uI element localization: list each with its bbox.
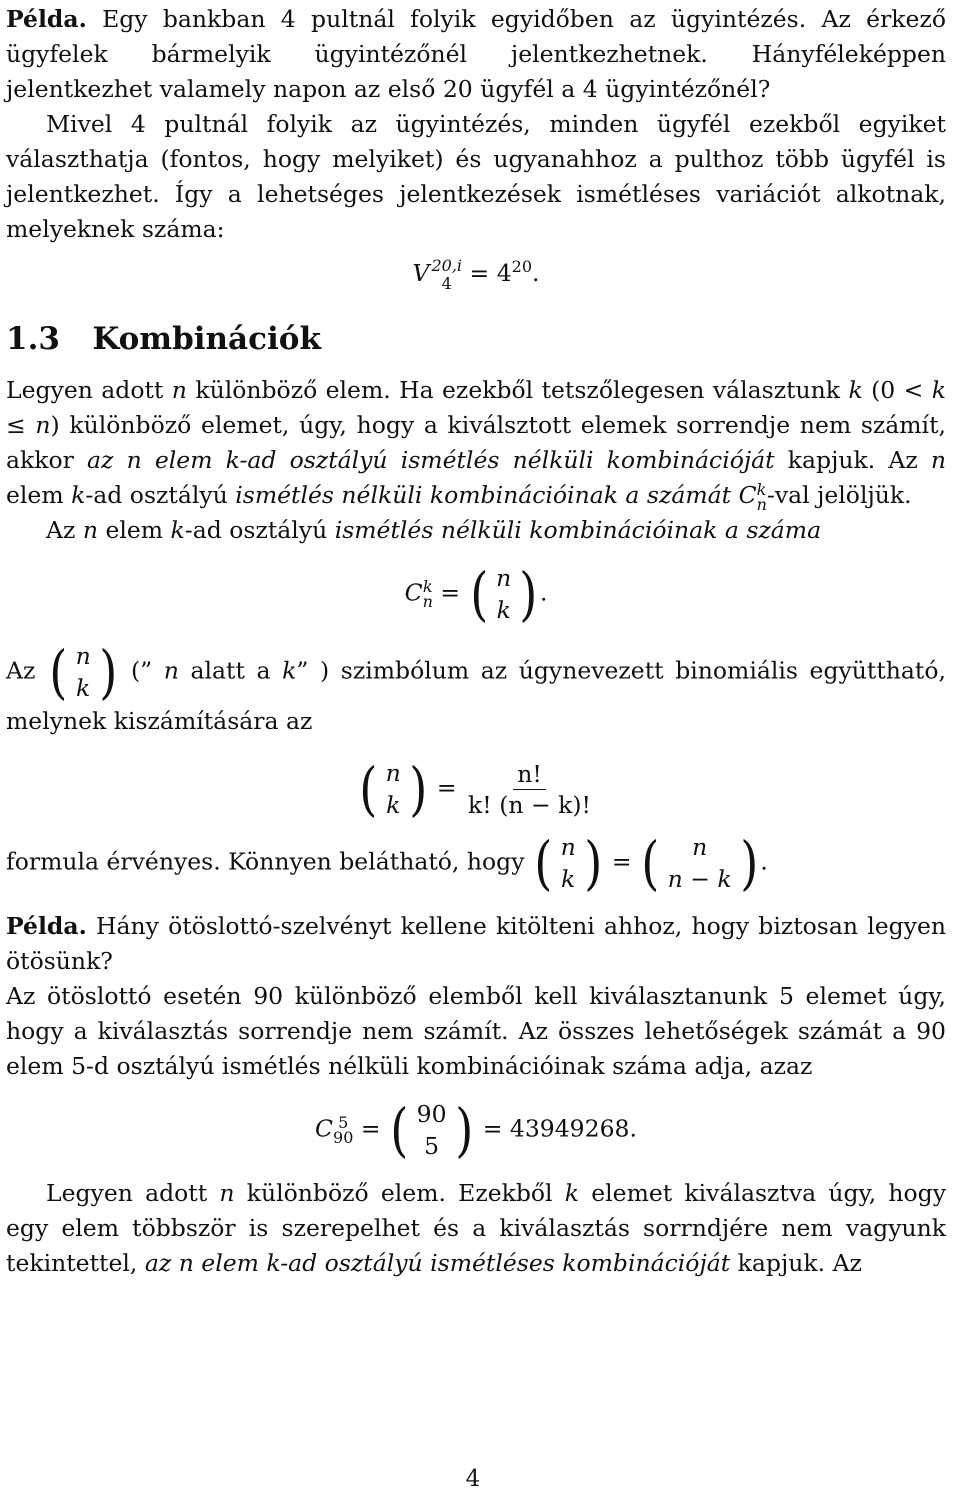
combination-count-statement: Az n elem k-ad osztályú ismétlés nélküli kombinációinak a száma [46,516,822,544]
factorial-fraction: $\frac{n!}{k! (n - k)!}$ [468,759,591,819]
section-heading: 1.3 Kombinációk [6,321,321,357]
binomial-coefficient: ( n k ) [534,829,603,897]
binomial-coefficient: ( n k ) [469,560,538,628]
binomial-coefficient: ( n k ) [359,755,428,823]
example-label: Példa. [6,5,87,33]
binomial-coefficient: ( 90 5 ) [390,1096,473,1164]
example2-question: Példa. Hány ötöslottó-szelvényt kellene kitölteni ahhoz, hogy biztosan legyen ötösünk? [6,912,946,975]
symmetry-statement: formula érvényes. Könnyen belátható, hogy ( n k ) = ( n n − k ) . [6,829,768,897]
binomial-coefficient-complement: ( n n − k ) [641,829,759,897]
combination-definition: Legyen adott n különböző elem. Ha ezekből tetszőlegesen választunk k (0 < k ≤ n) különböző elemet, úgy, hogy a kiválsztott elemek sorrendje nem számít, akkor az n elem k-ad osztályú ismétlés nélküli kombinációját kapjuk. Az n elem k-ad osztályú ismétlés nélküli kombinációinak a számát C k n -val jelöljük. [6,376,947,514]
lotto-formula: C 5 90 = ( 90 5 ) = 43949268. [315,1096,637,1164]
example1-answer: Mivel 4 pultnál folyik az ügyintézés, minden ügyfél ezekből egyiket választhatja (fontos, hogy melyiket) és ugyanahhoz a pulthoz több ügyfél is jelentkezhet. Így a lehetséges jelentkezések ismétléses variációt alkotnak, melyeknek száma: [6,110,946,243]
example2-answer: Az ötöslottó esetén 90 különböző elemből kell kiválasztanunk 5 elemet úgy, hogy a kiválasztás sorrendje nem számít. Az összes lehetőségek számát a 90 elem 5-d osztályú ismétlés nélküli kombinációinak száma adja, azaz [6,982,946,1080]
page [6,0,946,1281]
binomial-explanation: Az ( n k ) (” n alatt a k” ) szimbólum az úgynevezett binomiális együttható, melynek kiszámítására az [6,638,946,735]
example1-question: Példa. Egy bankban 4 pultnál folyik egyidőben az ügyintézés. Az érkező ügyfelek bármelyik ügyintézőnél jelentkezhetnek. Hányféleképpen jelentkezhet valamely napon az első 20 ügyfél a 4 ügyintézőnél? [6,5,946,103]
binomial-coefficient: ( n k ) [49,638,118,706]
binomial-formula: ( n k ) = $\frac{n!}{k! (n - k)!}$ [6,757,946,821]
repetition-combination-definition: Legyen adott n különböző elem. Ezekből k elemet kiválasztva úgy, hogy egy elem többször is szerepelhet és a kiválasztás sorrndjére nem vagyunk tekintettel, az n elem k-ad osztályú ismétléses kombinációját kapjuk. Az [6,1179,947,1277]
page-number: 4 [465,1466,481,1492]
variation-formula: V 20,i 4 = $4^{20}$. [412,255,540,293]
combination-formula: C k n = ( n k ) . [404,560,548,628]
